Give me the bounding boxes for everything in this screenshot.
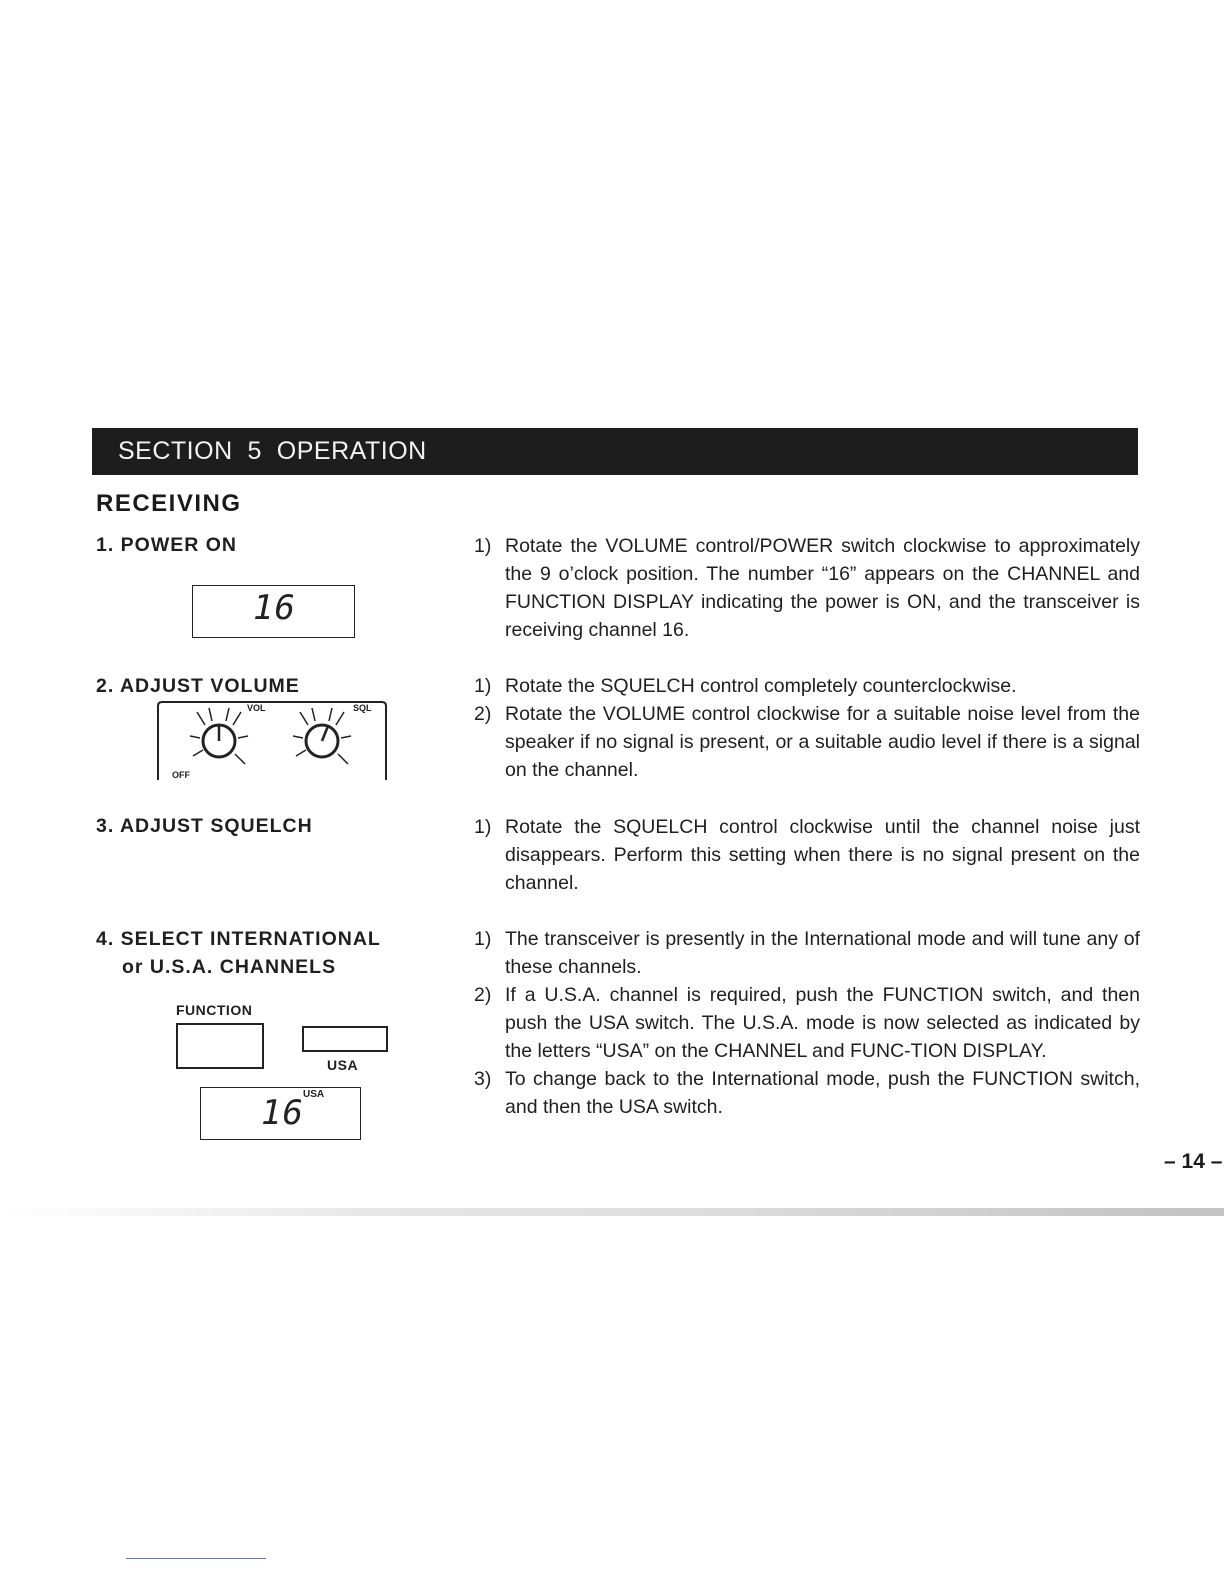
item-text: Rotate the SQUELCH control clockwise until the channel noise just disappears. Perform this setting when there is no signal present on the channel. — [505, 816, 1140, 894]
item-text: Rotate the VOLUME control/POWER switch clockwise to approximately the 9 o’clock position. The number “16” appears on the CHANNEL and FUNCTION DISPLAY indicating the power is ON, and the transceiver is receiving channel 16. — [505, 535, 1140, 641]
item-number: 1) — [474, 816, 492, 838]
list-item — [474, 700, 1140, 784]
scan-edge-divider — [0, 1208, 1224, 1216]
usa-button-illustration — [302, 1026, 388, 1052]
item-text: If a U.S.A. channel is required, push the FUNCTION switch, and then push the USA switch. The U.S.A. mode is now selected as indicated by the letters “USA” on the CHANNEL and FUNC-TION DISPLAY. — [505, 984, 1140, 1062]
list-item — [474, 981, 1140, 1065]
list-item — [474, 532, 1140, 644]
step-2-instructions — [474, 672, 1140, 784]
step-4-title-line1: 4. SELECT INTERNATIONAL — [96, 928, 381, 950]
sql-label: SQL — [353, 703, 372, 713]
step-1-instructions — [474, 532, 1140, 644]
step-4-instructions — [474, 925, 1140, 1121]
list-item — [474, 925, 1140, 981]
receiving-heading: RECEIVING — [96, 490, 242, 517]
function-button-illustration — [176, 1023, 264, 1069]
list-item — [474, 672, 1140, 700]
item-text: Rotate the SQUELCH control completely counterclockwise. — [505, 675, 1017, 697]
step-4-title — [96, 925, 381, 981]
page-number: – 14 – — [1164, 1150, 1223, 1173]
section-banner — [92, 428, 1138, 475]
display-digits: 16 — [261, 1093, 304, 1133]
usa-label: USA — [327, 1057, 359, 1073]
list-item — [474, 813, 1140, 897]
step-2-title: 2. ADJUST VOLUME — [96, 675, 300, 697]
volume-knob-icon — [190, 708, 248, 764]
channel-display-usa — [200, 1087, 361, 1140]
item-number: 2) — [474, 703, 492, 725]
step-1-title: 1. POWER ON — [96, 534, 238, 556]
item-text: Rotate the VOLUME control clockwise for a suitable noise level from the speaker if no signal is present, or a suitable audio level if there is a signal on the channel. — [505, 703, 1140, 781]
step-4-title-line2: or U.S.A. CHANNELS — [122, 956, 337, 978]
item-number: 1) — [474, 675, 492, 697]
item-number: 1) — [474, 535, 492, 557]
step-3-title: 3. ADJUST SQUELCH — [96, 815, 313, 837]
display-digits: 16 — [253, 588, 296, 628]
item-text: The transceiver is presently in the International mode and will tune any of these channels. — [505, 928, 1140, 978]
footer-rule — [126, 1558, 266, 1559]
item-number: 3) — [474, 1068, 492, 1090]
step-3-instructions — [474, 813, 1140, 897]
vol-label: VOL — [247, 703, 266, 713]
list-item — [474, 1065, 1140, 1121]
item-number: 1) — [474, 928, 492, 950]
channel-display-1 — [192, 585, 355, 638]
off-label: OFF — [172, 770, 190, 780]
function-label: FUNCTION — [176, 1002, 253, 1018]
section-title: SECTION 5 OPERATION — [118, 437, 427, 465]
squelch-knob-icon — [293, 708, 351, 764]
item-number: 2) — [474, 984, 492, 1006]
item-text: To change back to the International mode, push the FUNCTION switch, and then the USA switch. — [505, 1068, 1140, 1118]
volume-squelch-knobs-illustration — [152, 694, 392, 784]
usa-indicator: USA — [303, 1089, 325, 1100]
